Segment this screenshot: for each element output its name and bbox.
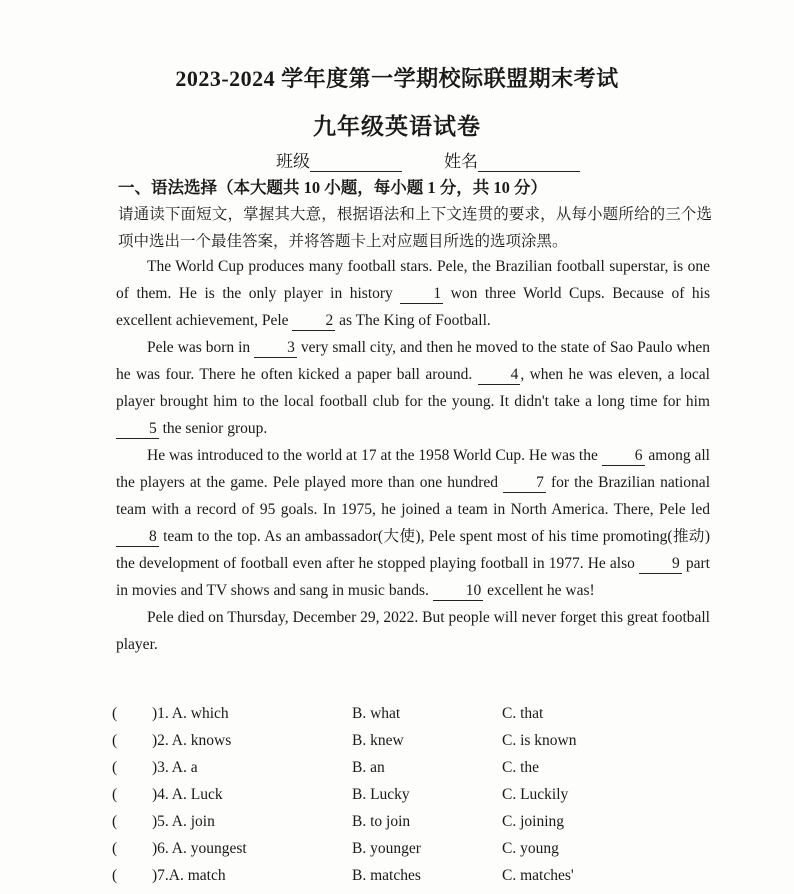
- blank-4: 4: [478, 366, 521, 385]
- option-c: C. joining: [502, 813, 565, 830]
- blank-3: 3: [254, 339, 297, 358]
- blank-2: 2: [292, 312, 335, 331]
- passage-text: He was introduced to the world at 17 at the 1958 World Cup. He was the: [147, 447, 602, 464]
- passage-paragraph-4: Pele died on Thursday, December 29, 2022. But people will never forget this great football player.: [116, 609, 710, 653]
- answer-paren[interactable]: (: [112, 732, 118, 749]
- class-label: 班级: [276, 152, 310, 171]
- option-a: )5. A. join: [152, 813, 215, 830]
- passage-text: very small city, and then he moved to the state of Sao Paulo when he was four. There he often kicked a paper ball around.: [116, 339, 710, 383]
- blank-6: 6: [602, 447, 645, 466]
- passage-text: won three World Cups. Because of his excellent achievement, Pele: [116, 285, 710, 329]
- option-row: [112, 732, 772, 759]
- answer-paren[interactable]: (: [112, 705, 118, 722]
- passage-paragraph-2: [116, 334, 710, 442]
- option-b: B. younger: [352, 840, 421, 857]
- answer-paren[interactable]: (: [112, 786, 118, 803]
- option-b: B. an: [352, 759, 385, 776]
- option-a: )7.A. match: [152, 867, 226, 884]
- blank-8: 8: [116, 528, 159, 547]
- option-row: [112, 705, 772, 732]
- passage-paragraph-1: [116, 253, 710, 334]
- option-c: C. is known: [502, 732, 577, 749]
- option-row: [112, 813, 772, 840]
- option-b: B. to join: [352, 813, 411, 830]
- answer-paren[interactable]: (: [112, 867, 118, 884]
- option-b: B. Lucky: [352, 786, 410, 803]
- option-row: [112, 840, 772, 867]
- option-b: B. knew: [352, 732, 404, 749]
- passage-text: the senior group.: [158, 420, 268, 437]
- option-c: C. that: [502, 705, 544, 722]
- option-a: )1. A. which: [152, 705, 229, 722]
- passage-text: The World Cup produces many football stars. Pele, the Brazilian football superstar, is one of them. He is the only player in history: [116, 258, 710, 302]
- answer-paren[interactable]: (: [112, 759, 118, 776]
- option-a: )3. A. a: [152, 759, 198, 776]
- reading-passage: [116, 253, 710, 658]
- option-row: [112, 786, 772, 813]
- option-c: C. young: [502, 840, 559, 857]
- passage-text: excellent he was!: [483, 582, 595, 599]
- option-c: C. matches': [502, 867, 574, 884]
- passage-text: team to the top. As an ambassador(大使), Pele spent most of his time promoting(推动) the development of football even after he stopped playing football in 1977. He also: [116, 528, 710, 572]
- blank-1: 1: [400, 285, 443, 304]
- name-blank[interactable]: [478, 155, 580, 172]
- option-row: [112, 867, 772, 894]
- blank-5: 5: [116, 420, 159, 439]
- passage-text: for the Brazilian national team with a record of 95 goals. In 1975, he joined a team in North America. There, Pele led: [116, 474, 710, 518]
- blank-7: 7: [503, 474, 546, 493]
- option-a: )2. A. knows: [152, 732, 232, 749]
- class-field[interactable]: [276, 147, 402, 172]
- answer-paren[interactable]: (: [112, 813, 118, 830]
- passage-paragraph-3: [116, 442, 710, 604]
- passage-text: as The King of Football.: [335, 312, 491, 329]
- option-a: )4. A. Luck: [152, 786, 223, 803]
- passage-text: part in movies and TV shows and sang in music bands.: [116, 555, 710, 599]
- answer-options: [112, 705, 772, 894]
- class-blank[interactable]: [310, 155, 402, 172]
- option-b: B. matches: [352, 867, 421, 884]
- option-a: )6. A. youngest: [152, 840, 247, 857]
- name-field[interactable]: [444, 147, 580, 172]
- section-heading: 一、语法选择（本大题共 10 小题，每小题 1 分，共 10 分）: [118, 178, 547, 197]
- passage-text: Pele was born in: [147, 339, 255, 356]
- option-c: C. Luckily: [502, 786, 569, 803]
- option-c: C. the: [502, 759, 540, 776]
- passage-text: among all the players at the game. Pele played more than one hundred: [116, 447, 710, 491]
- section-instructions: 请通读下面短文，掌握其大意，根据语法和上下文连贯的要求，从每小题所给的三个选项中选出一个最佳答案，并将答题卡上对应题目所选的选项涂黑。: [118, 206, 712, 250]
- answer-paren[interactable]: (: [112, 840, 118, 857]
- option-row: [112, 759, 772, 786]
- blank-10: 10: [433, 582, 484, 601]
- blank-9: 9: [639, 555, 682, 574]
- exam-title: 2023-2024 学年度第一学期校际联盟期末考试: [175, 66, 619, 91]
- exam-subtitle: 九年级英语试卷: [313, 114, 481, 139]
- name-label: 姓名: [444, 152, 478, 171]
- option-b: B. what: [352, 705, 401, 722]
- passage-text: , when he was eleven, a local player brought him to the local football club for the young. It didn't take a long time for him: [116, 366, 710, 410]
